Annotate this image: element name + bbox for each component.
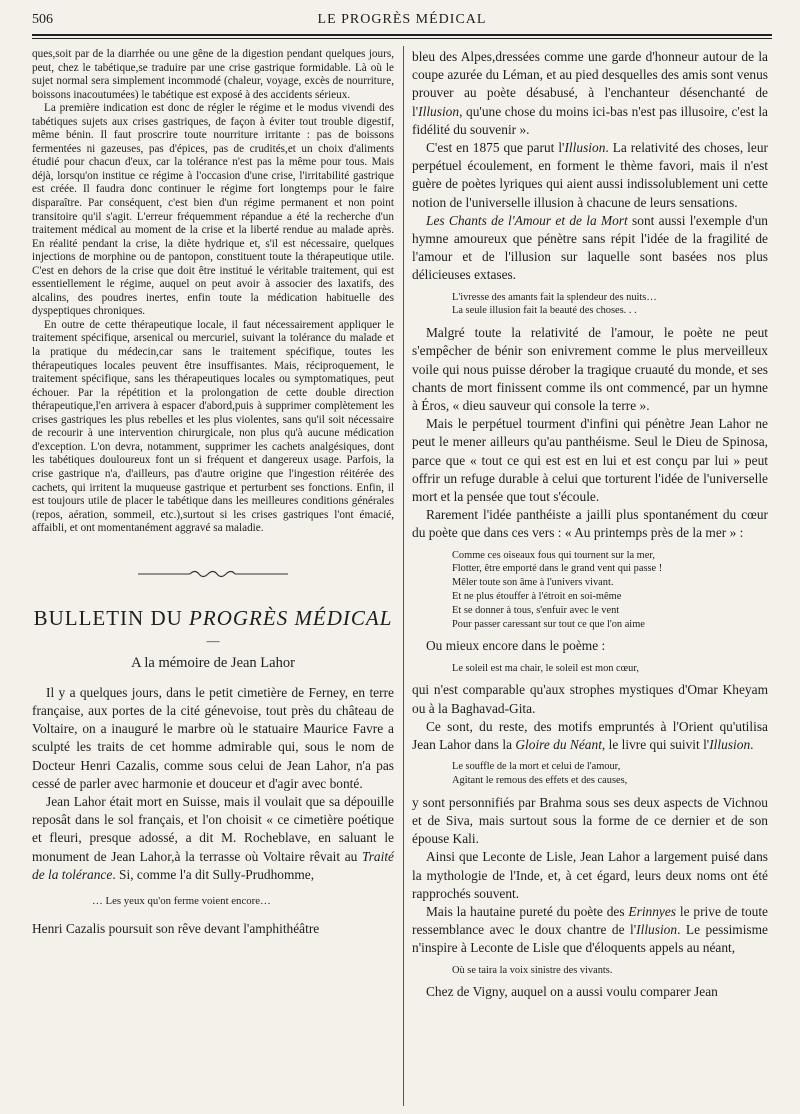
- text-run: , qu'une chose du moins ici-bas n'est pas illusoire, c'est la fidélité du souvenir ».: [412, 103, 768, 137]
- text-run: . La relativité des choses, leur perpétuel écoulement, en forment le thème favori, mais il n'est guère de poètes lyriques qui aient aussi indissolublement uni cette notion de l'universelle illusion à chacune de leurs sensations.: [412, 140, 769, 210]
- paragraph: La première indication est donc de régler le régime et le modus vivendi des tabétiques sujets aux crises gastriques, de façon à éviter tout trouble digestif, même bénin. Il faut proscrire toute nourriture irritante : pas de boissons fermentées ni gazeuses, pas d'épices, pas de crudités,et un choix d'aliments étudié pour chacun d'eux, car la tolérance n'est pas la même pour tous. Mais déjà, lorsqu'on institue ce régime à l'occasion d'une crise, l'irritabilité gastrique est créée. Il faudra donc continuer le régime fort longtemps pour le faire disparaître. Par conséquent, c'est bien d'un régime permanent et non point transitoire qu'il s'agit. L'erreur fréquemment répandue a été la recherche d'un traitement médical au moment de la crise et la liberté rendue au malade après. En réalité pendant la crise, la diète hydrique et, s'il est nécessaire, quelques injections de morphine ou de pantopon, constituent toute la thérapeutique utile. C'est en dehors de la crise que doit être institué le véritable traitement, qui est essentiellement le régime, auquel on peut avoir à associer des laxatifs, des alcalins, des poudres inertes, enfin toute la médication habituelle des dyspeptiques chroniques.: [32, 102, 394, 318]
- bulletin-prefix: BULLETIN DU: [33, 605, 190, 630]
- italic-title: Gloire du Néant: [515, 737, 602, 753]
- verse-line: Le soleil est ma chair, le soleil est mon cœur,: [452, 662, 640, 674]
- quotation: … Les yeux qu'on ferme voient encore…: [92, 894, 271, 907]
- verse-line: Pour passer caressant sur tout ce que l'on aime: [452, 618, 645, 630]
- bulletin-journal: PROGRÈS MÉDICAL: [189, 605, 393, 630]
- right-column: [412, 48, 768, 1002]
- text-run: C'est en 1875 que parut l': [426, 140, 565, 156]
- article-text-continued: [412, 48, 768, 1002]
- flourish-icon: [138, 569, 288, 579]
- paragraph: Ainsi que Leconte de Lisle, Jean Lahor a largement puisé dans la mythologie de l'Inde, et, à cet égard, leurs deux noms ont été rapprochés souvent.: [412, 849, 768, 901]
- verse-line: Agitant le remous des effets et des causes,: [452, 775, 628, 787]
- italic-title: Illusion: [564, 140, 606, 156]
- text-run: , le livre qui suivit l': [601, 737, 710, 753]
- paragraph: [412, 212, 768, 285]
- medical-text: [32, 48, 394, 536]
- italic-title: Illusion: [709, 737, 751, 753]
- paragraph: Henri Cazalis poursuit son rêve devant l'amphithéâtre: [32, 921, 320, 937]
- article-text: [32, 684, 394, 939]
- verse-line: Mêler toute son âme à l'univers vivant.: [452, 577, 614, 589]
- verse-line: Et ne plus étouffer à l'étroit en soi-même: [452, 591, 622, 603]
- text-run: . Si, comme l'a dit Sully-Prudhomme,: [112, 866, 315, 882]
- verse-block: [412, 291, 768, 319]
- verse-line: Où se taira la voix sinistre des vivants.: [452, 964, 613, 976]
- text-run: sont aussi l'exemple d'un hymne amoureux que pénètre sans répit l'idée de la fragilité de l'amour et de l'illusion sur laquelle sont basées nos plus délicieuses extases.: [412, 212, 768, 283]
- heading-dash: —: [206, 632, 220, 648]
- italic-title: Illusion: [418, 103, 460, 119]
- verse-block: [412, 662, 768, 676]
- left-column: [32, 48, 394, 938]
- paragraph: y sont personnifiés par Brahma sous ses deux aspects de Vichnou et de Siva, mais surtout sous la forme de ce dernier et de son épouse Kali.: [412, 794, 768, 847]
- paragraph: [412, 903, 768, 958]
- header-rule-thin: [32, 38, 772, 39]
- column-divider: [403, 46, 404, 1106]
- verse-line: Comme ces oiseaux fous qui tournent sur la mer,: [452, 549, 656, 561]
- verse-line: Et se donner à tous, s'enfuir avec le vent: [452, 604, 620, 616]
- text-run: .: [750, 737, 754, 753]
- page-number: 506: [32, 12, 53, 27]
- verse-line: Flotter, être emporté dans le grand vent qui passe !: [452, 563, 663, 575]
- text-run: Mais la hautaine pureté du poète des: [426, 904, 629, 920]
- paragraph: [412, 139, 768, 212]
- verse-line: La seule illusion fait la beauté des choses. . .: [452, 305, 637, 317]
- text-run: bleu des Alpes,dressées comme une garde d'honneur autour de la coupe azurée du Léman, et au pied desquelles des amis sont venus prouver au poète désabusé, à l'enchanteur désenchanté de l': [412, 49, 768, 119]
- paragraph: qui n'est comparable qu'aux strophes mystiques d'Omar Kheyam ou à la Baghavad-Gita.: [412, 682, 768, 716]
- running-title: LE PROGRÈS MÉDICAL: [317, 12, 487, 27]
- verse-block: [412, 760, 768, 788]
- italic-title: Traité de la tolérance: [32, 848, 394, 882]
- italic-title: Les Chants de l'Amour et de la Mort: [426, 212, 628, 228]
- paragraph: Chez de Vigny, auquel on a aussi voulu comparer Jean: [426, 984, 718, 1000]
- verse-block: [412, 549, 768, 632]
- verse-line: Le souffle de la mort et celui de l'amour,: [452, 761, 621, 773]
- text-run: Jean Lahor était mort en Suisse, mais il voulait que sa dépouille reposât dans le sol français, et l'on choisit « ce cimetière poétique et fleuri, presque adossé, a dit M. Rocheblave, en saluant le monument de Jean Lahor,à la terrasse où Voltaire rêvait au: [32, 793, 394, 864]
- paragraph: [412, 48, 768, 139]
- paragraph: Rarement l'idée panthéiste a jailli plus spontanément du cœur du poète que dans ces vers : « Au printemps près de la mer » :: [412, 507, 768, 541]
- verse-line: L'ivresse des amants fait la splendeur des nuits…: [452, 291, 657, 303]
- paragraph: En outre de cette thérapeutique locale, il faut nécessairement appliquer le traitement spécifique, arsenical ou mercuriel, suivant la tolérance du malade et la pratique du médecin,car sans le traitement spécifique, toutes les thérapeutiques locales peuvent être insuffisantes. Mais, réciproquement, le traitement spécifique, sans les thérapeutiques locales ou symptomatiques, peut échouer. Par la répétition et la prolongation de cette double direction thérapeutique,l'en arrivera à espacer d'abord,puis à supprimer complètement les crises gastriques les plus rebelles et les plus violentes, sans qu'il soit nécessaire de recourir à une intervention chirurgicale, non plus qu'à aucune médication d'exception. L'on devra, notamment, supprimer les cachets analgésiques, dont les tabétiques douloureux font un si fréquent et dangereux usage. Parfois, la crise gastrique n'a, d'ailleurs, pas d'autre origine que l'ingestion réitérée des cachets, qui irritent la muqueuse gastrique et perturbent ses fonctions. Enfin, il est toujours utile de placer le tabétique dans les meilleures conditions générales (repos, aération, sommeil, etc.),surtout si les crises gastriques l'ont émacié, affaibli, et ont momentanément aggravé sa maladie.: [32, 318, 394, 535]
- article-subheading: A la mémoire de Jean Lahor: [131, 654, 295, 671]
- text-run: Ce sont, du reste, des motifs empruntés à l'Orient qu'utilisa Jean Lahor dans la: [412, 718, 768, 753]
- paragraph: Mais le perpétuel tourment d'infini qui pénètre Jean Lahor ne peut le mener ailleurs qu'au panthéisme. Seul le Dieu de Spinosa, parce que « tout ce qui est est en lui et est conçu par lui » peut offrir un refuge durable à celui que torturent l'idée de l'universelle mort et la pensée que tout s'écoule.: [412, 416, 768, 505]
- paragraph: [412, 718, 768, 754]
- italic-title: Illusion: [636, 922, 678, 938]
- paragraph: [32, 793, 394, 884]
- bulletin-heading: [32, 606, 394, 631]
- page-header: [32, 10, 772, 34]
- text-run: . Le pessimisme n'inspire à Leconte de Lisle que d'éloquents appels au néant,: [412, 922, 768, 956]
- text-run: le prive de toute ressemblance avec le doux chantre de l': [412, 904, 769, 938]
- paragraph: ques,soit par de la diarrhée ou une gêne de la digestion pendant quelques jours, peut, chez le tabétique,se traduire par une crise gastrique formidable. Là où le sujet normal sera simplement incommodé (chaleur, voyage, excès de nourriture, boissons inacoutumées) le tabétique est exposé à des accidents sérieux.: [32, 48, 394, 101]
- paragraph: Ou mieux encore dans le poème :: [426, 638, 606, 654]
- verse-block: [412, 964, 768, 978]
- paragraph: Malgré toute la relativité de l'amour, le poète ne peut s'empêcher de bénir son enivrement comme le plus merveilleux voile qui nous puisse dérober la tragique cruauté du monde, et ses chants de mort finissent comme ils ont commencé, par un hymne à Éros, « dieu sauveur qui console la terre ».: [412, 325, 768, 414]
- ornament-divider: [32, 566, 394, 584]
- italic-title: Erinnyes: [628, 904, 677, 920]
- paragraph: Il y a quelques jours, dans le petit cimetière de Ferney, en terre française, aux portes de la cité génevoise, tout près du château de Voltaire, on a inauguré le marbre où le statuaire Maurice Favre a sculpté les traits de cet homme admirable qui, sous le nom de Docteur Henri Cazalis, comme sous celui de Jean Lahor, n'a pas cessé de parler avec harmonie et douceur et d'agir avec bonté.: [32, 684, 394, 791]
- header-rule: [32, 34, 772, 36]
